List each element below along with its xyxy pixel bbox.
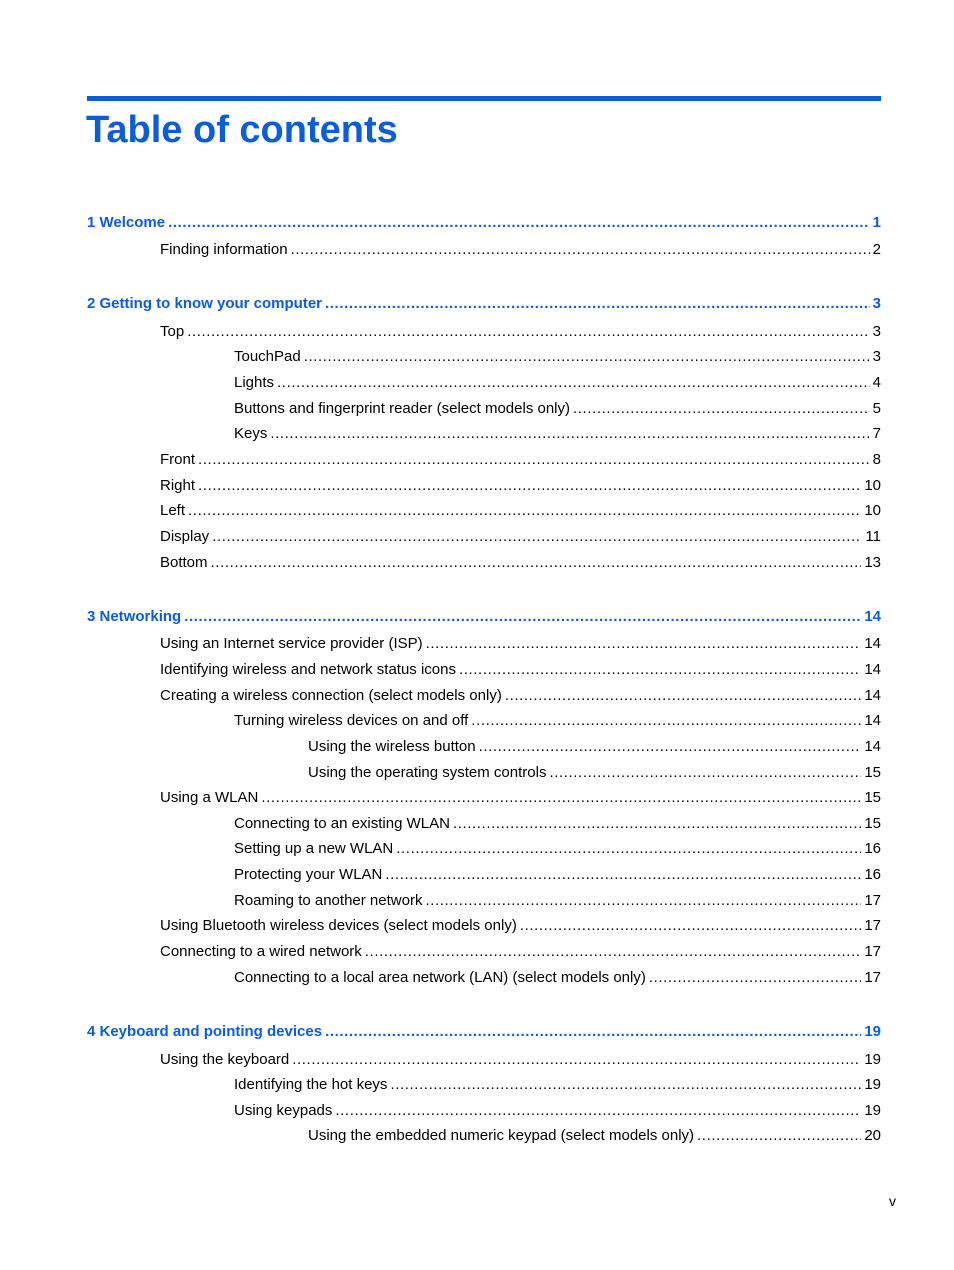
- toc-entry-page: 19: [864, 1102, 881, 1119]
- toc-leader-dots: [325, 294, 870, 314]
- toc-entry-label: Top: [160, 323, 185, 340]
- toc-entry-page: 15: [864, 815, 881, 832]
- toc-entry-label: Using an Internet service provider (ISP): [160, 635, 423, 652]
- toc-entry[interactable]: [234, 399, 881, 419]
- toc-leader-dots: [365, 942, 862, 962]
- toc-entry-page: 14: [864, 738, 881, 755]
- toc-leader-dots: [520, 916, 861, 936]
- toc-entry-label: Finding information: [160, 241, 288, 258]
- toc-entry[interactable]: [234, 1075, 881, 1095]
- toc-entry[interactable]: [160, 916, 881, 936]
- toc-entry-label: Using a WLAN: [160, 789, 259, 806]
- toc-entry[interactable]: [234, 814, 881, 834]
- toc-leader-dots: [168, 213, 870, 233]
- toc-entry-page: 17: [864, 943, 881, 960]
- toc-entry-page: 3: [872, 295, 881, 312]
- toc-entry-label: Using keypads: [234, 1102, 333, 1119]
- toc-leader-dots: [291, 240, 870, 260]
- toc-entry-page: 3: [872, 348, 881, 365]
- toc-entry-page: 16: [864, 866, 881, 883]
- toc-entry[interactable]: [160, 788, 881, 808]
- toc-entry-page: 14: [864, 712, 881, 729]
- toc-entry[interactable]: [160, 634, 881, 654]
- toc-entry-page: 5: [872, 400, 881, 417]
- toc-entry[interactable]: [160, 240, 881, 260]
- toc-entry-page: 19: [864, 1076, 881, 1093]
- toc-entry-label: Using the keyboard: [160, 1051, 290, 1068]
- toc-leader-dots: [198, 476, 861, 496]
- toc-chapter-entry[interactable]: [87, 294, 881, 314]
- toc-leader-dots: [335, 1101, 861, 1121]
- toc-entry-page: 11: [865, 528, 881, 545]
- toc-entry[interactable]: [160, 450, 881, 470]
- toc-entry[interactable]: [234, 1101, 881, 1121]
- toc-entry-label: Protecting your WLAN: [234, 866, 383, 883]
- toc-entry-label: Bottom: [160, 554, 208, 571]
- toc-entry-label: Front: [160, 451, 196, 468]
- toc-leader-dots: [270, 424, 869, 444]
- toc-entry-page: 14: [864, 608, 881, 625]
- toc-leader-dots: [390, 1075, 861, 1095]
- toc-entry-label: TouchPad: [234, 348, 301, 365]
- toc-leader-dots: [453, 814, 861, 834]
- toc-entry[interactable]: [234, 968, 881, 988]
- toc-leader-dots: [549, 763, 861, 783]
- toc-leader-dots: [325, 1022, 861, 1042]
- toc-leader-dots: [471, 711, 861, 731]
- toc-entry[interactable]: [160, 942, 881, 962]
- toc-chapter-entry[interactable]: [87, 213, 881, 233]
- toc-leader-dots: [212, 527, 862, 547]
- toc-entry[interactable]: [234, 891, 881, 911]
- toc-entry[interactable]: [308, 1126, 881, 1146]
- toc-entry-label: Using the wireless button: [308, 738, 476, 755]
- toc-entry-page: 16: [864, 840, 881, 857]
- toc-entry-label: Connecting to a wired network: [160, 943, 362, 960]
- toc-leader-dots: [396, 839, 861, 859]
- toc-entry-label: 3 Networking: [87, 608, 182, 625]
- toc-leader-dots: [187, 322, 869, 342]
- toc-leader-dots: [261, 788, 861, 808]
- toc-entry-page: 14: [864, 687, 881, 704]
- toc-chapter-entry[interactable]: [87, 607, 881, 627]
- toc-entry-label: Connecting to a local area network (LAN) (select models only): [234, 969, 646, 986]
- toc-entry-label: Connecting to an existing WLAN: [234, 815, 450, 832]
- toc-entry-label: Setting up a new WLAN: [234, 840, 394, 857]
- page-number: v: [889, 1193, 896, 1209]
- toc-entry-page: 7: [872, 425, 881, 442]
- toc-entry-page: 14: [864, 661, 881, 678]
- toc-leader-dots: [425, 891, 861, 911]
- toc-entry-label: 1 Welcome: [87, 214, 166, 231]
- toc-entry[interactable]: [234, 373, 881, 393]
- toc-chapter-entry[interactable]: [87, 1022, 881, 1042]
- toc-leader-dots: [505, 686, 861, 706]
- toc-entry-page: 19: [864, 1051, 881, 1068]
- toc-entry[interactable]: [160, 660, 881, 680]
- toc-entry[interactable]: [234, 347, 881, 367]
- toc-entry[interactable]: [160, 527, 881, 547]
- toc-entry-label: Roaming to another network: [234, 892, 423, 909]
- toc-entry-page: 20: [864, 1127, 881, 1144]
- toc-entry-label: Identifying the hot keys: [234, 1076, 388, 1093]
- toc-leader-dots: [211, 553, 862, 573]
- toc-leader-dots: [188, 501, 861, 521]
- toc-leader-dots: [184, 607, 861, 627]
- toc-entry[interactable]: [160, 322, 881, 342]
- toc-entry-label: Using Bluetooth wireless devices (select models only): [160, 917, 517, 934]
- toc-entry[interactable]: [308, 763, 881, 783]
- toc-entry[interactable]: [234, 839, 881, 859]
- toc-entry[interactable]: [160, 501, 881, 521]
- toc-entry-page: 17: [864, 969, 881, 986]
- toc-entry[interactable]: [234, 711, 881, 731]
- toc-entry-label: Display: [160, 528, 210, 545]
- toc-entry-label: Using the embedded numeric keypad (select models only): [308, 1127, 695, 1144]
- toc-entry-label: Buttons and fingerprint reader (select models only): [234, 400, 571, 417]
- toc-entry-page: 3: [872, 323, 881, 340]
- toc-entry-label: Identifying wireless and network status icons: [160, 661, 456, 678]
- toc-entry[interactable]: [308, 737, 881, 757]
- toc-entry-label: Right: [160, 477, 196, 494]
- toc-entry-page: 14: [864, 635, 881, 652]
- toc-entry[interactable]: [234, 865, 881, 885]
- toc-entry[interactable]: [160, 1050, 881, 1070]
- toc-entry-page: 15: [864, 764, 881, 781]
- toc-leader-dots: [479, 737, 862, 757]
- toc-entry-page: 4: [872, 374, 881, 391]
- toc-leader-dots: [277, 373, 870, 393]
- toc-entry-page: 2: [872, 241, 881, 258]
- toc-entry-page: 17: [864, 892, 881, 909]
- toc-leader-dots: [697, 1126, 861, 1146]
- toc-entry-label: 4 Keyboard and pointing devices: [87, 1023, 323, 1040]
- toc-entry-label: Using the operating system controls: [308, 764, 547, 781]
- toc-entry-page: 19: [864, 1023, 881, 1040]
- toc-entry-page: 1: [872, 214, 881, 231]
- toc-entry-page: 13: [864, 554, 881, 571]
- toc-entry[interactable]: [160, 553, 881, 573]
- toc-entry[interactable]: [160, 476, 881, 496]
- toc-entry-label: Lights: [234, 374, 275, 391]
- toc-entry-page: 17: [864, 917, 881, 934]
- toc-entry-page: 8: [872, 451, 881, 468]
- toc-leader-dots: [385, 865, 861, 885]
- toc-entry-page: 15: [864, 789, 881, 806]
- toc-leader-dots: [649, 968, 861, 988]
- toc-leader-dots: [426, 634, 862, 654]
- toc-entry[interactable]: [234, 424, 881, 444]
- toc-entry-page: 10: [864, 502, 881, 519]
- toc-entry-label: 2 Getting to know your computer: [87, 295, 323, 312]
- toc-leader-dots: [198, 450, 870, 470]
- toc-leader-dots: [292, 1050, 861, 1070]
- toc-entry-label: Turning wireless devices on and off: [234, 712, 469, 729]
- toc-leader-dots: [573, 399, 870, 419]
- toc-entry-label: Left: [160, 502, 186, 519]
- page-title: Table of contents: [86, 109, 398, 151]
- toc-leader-dots: [304, 347, 870, 367]
- toc-leader-dots: [459, 660, 861, 680]
- toc-entry-label: Keys: [234, 425, 268, 442]
- toc-entry-label: Creating a wireless connection (select models only): [160, 687, 502, 704]
- toc-entry[interactable]: [160, 686, 881, 706]
- toc-entry-page: 10: [864, 477, 881, 494]
